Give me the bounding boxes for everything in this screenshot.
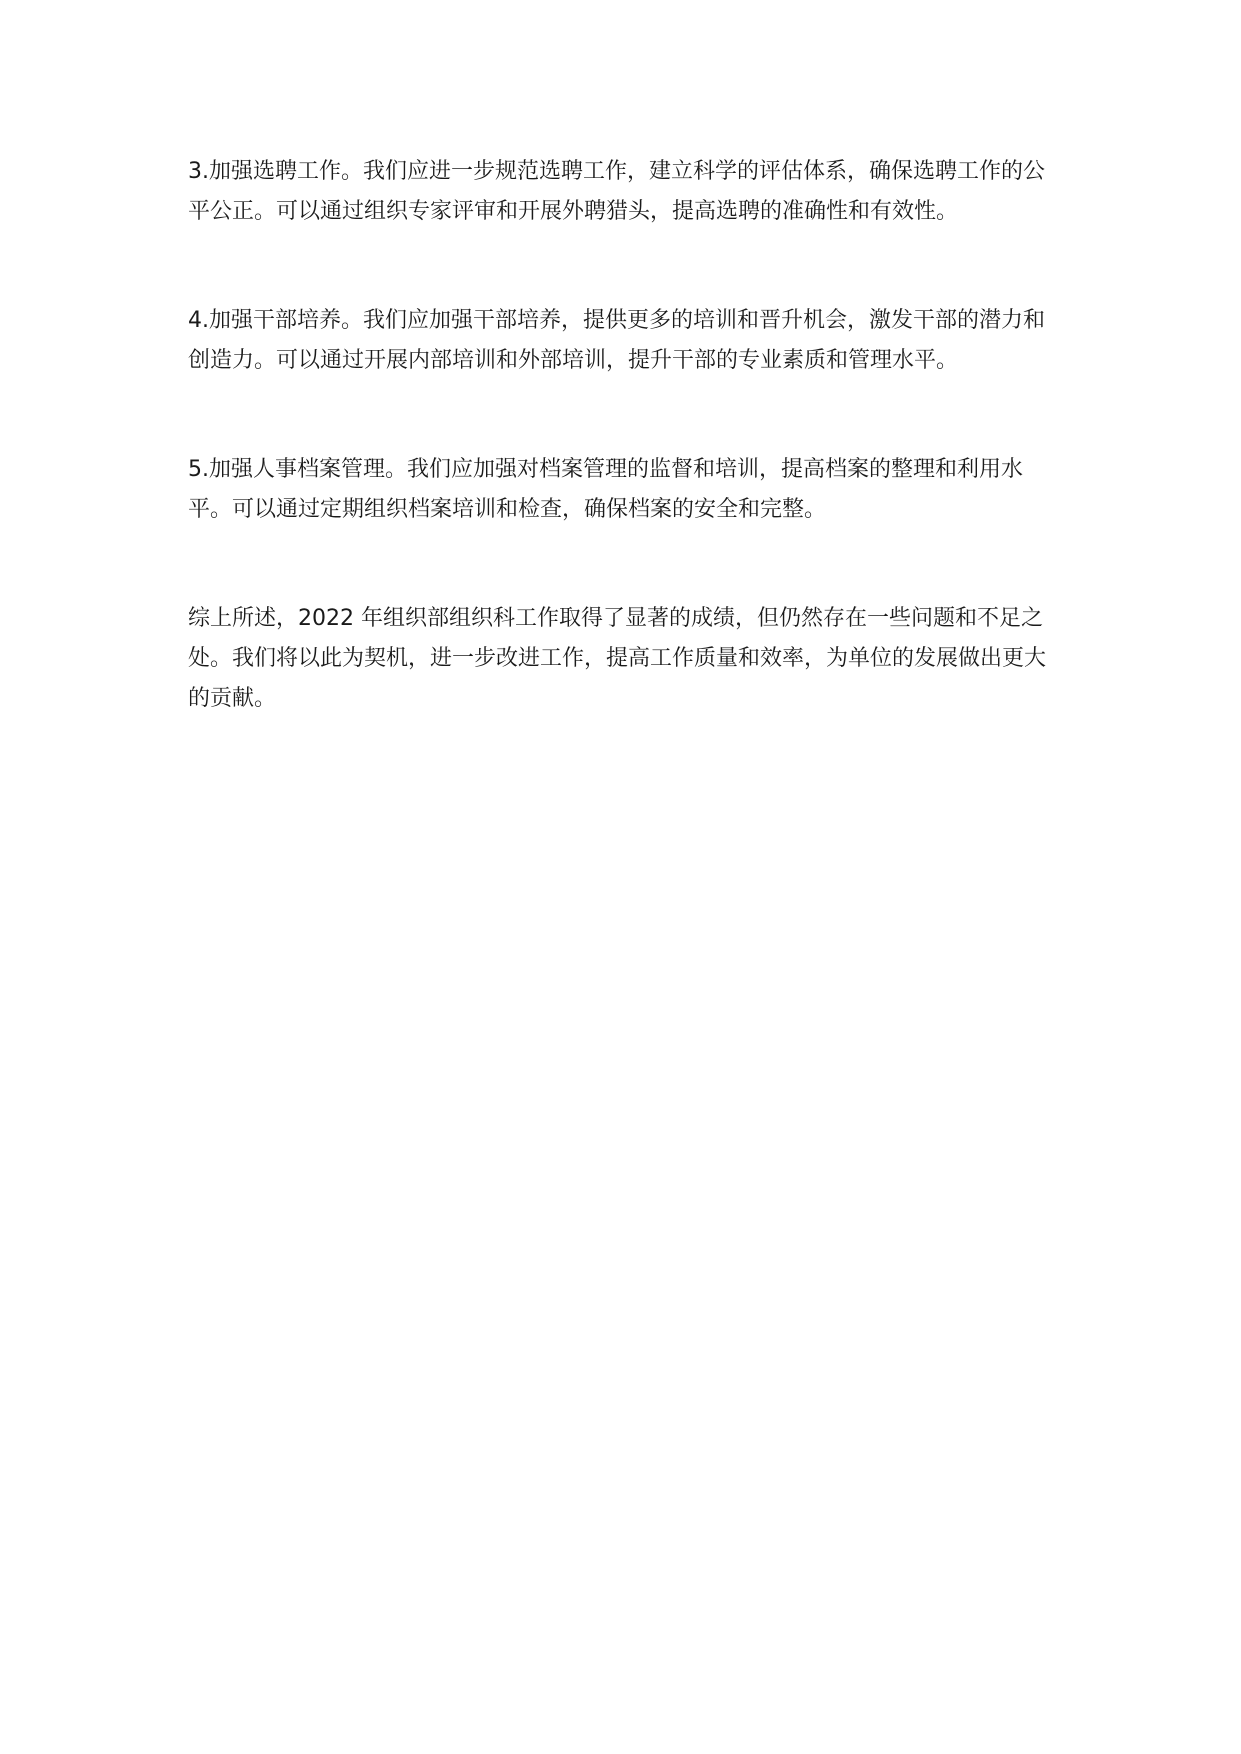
paragraph-recruitment: 3.加强选聘工作。我们应进一步规范选聘工作，建立科学的评估体系，确保选聘工作的公平公正。可以通过组织专家评审和开展外聘猎头，提高选聘的准确性和有效性。 [188, 159, 1045, 224]
paragraph-archive-management: 5.加强人事档案管理。我们应加强对档案管理的监督和培训，提高档案的整理和利用水平。可以通过定期组织档案培训和检查，确保档案的安全和完整。 [188, 457, 1023, 522]
paragraph-cadre-training: 4.加强干部培养。我们应加强干部培养，提供更多的培训和晋升机会，激发干部的潜力和创造力。可以通过开展内部培训和外部培训，提升干部的专业素质和管理水平。 [188, 308, 1045, 373]
paragraph-conclusion: 综上所述，2022 年组织部组织科工作取得了显著的成绩，但仍然存在一些问题和不足之处。我们将以此为契机，进一步改进工作，提高工作质量和效率，为单位的发展做出更大的贡献。 [188, 606, 1047, 711]
